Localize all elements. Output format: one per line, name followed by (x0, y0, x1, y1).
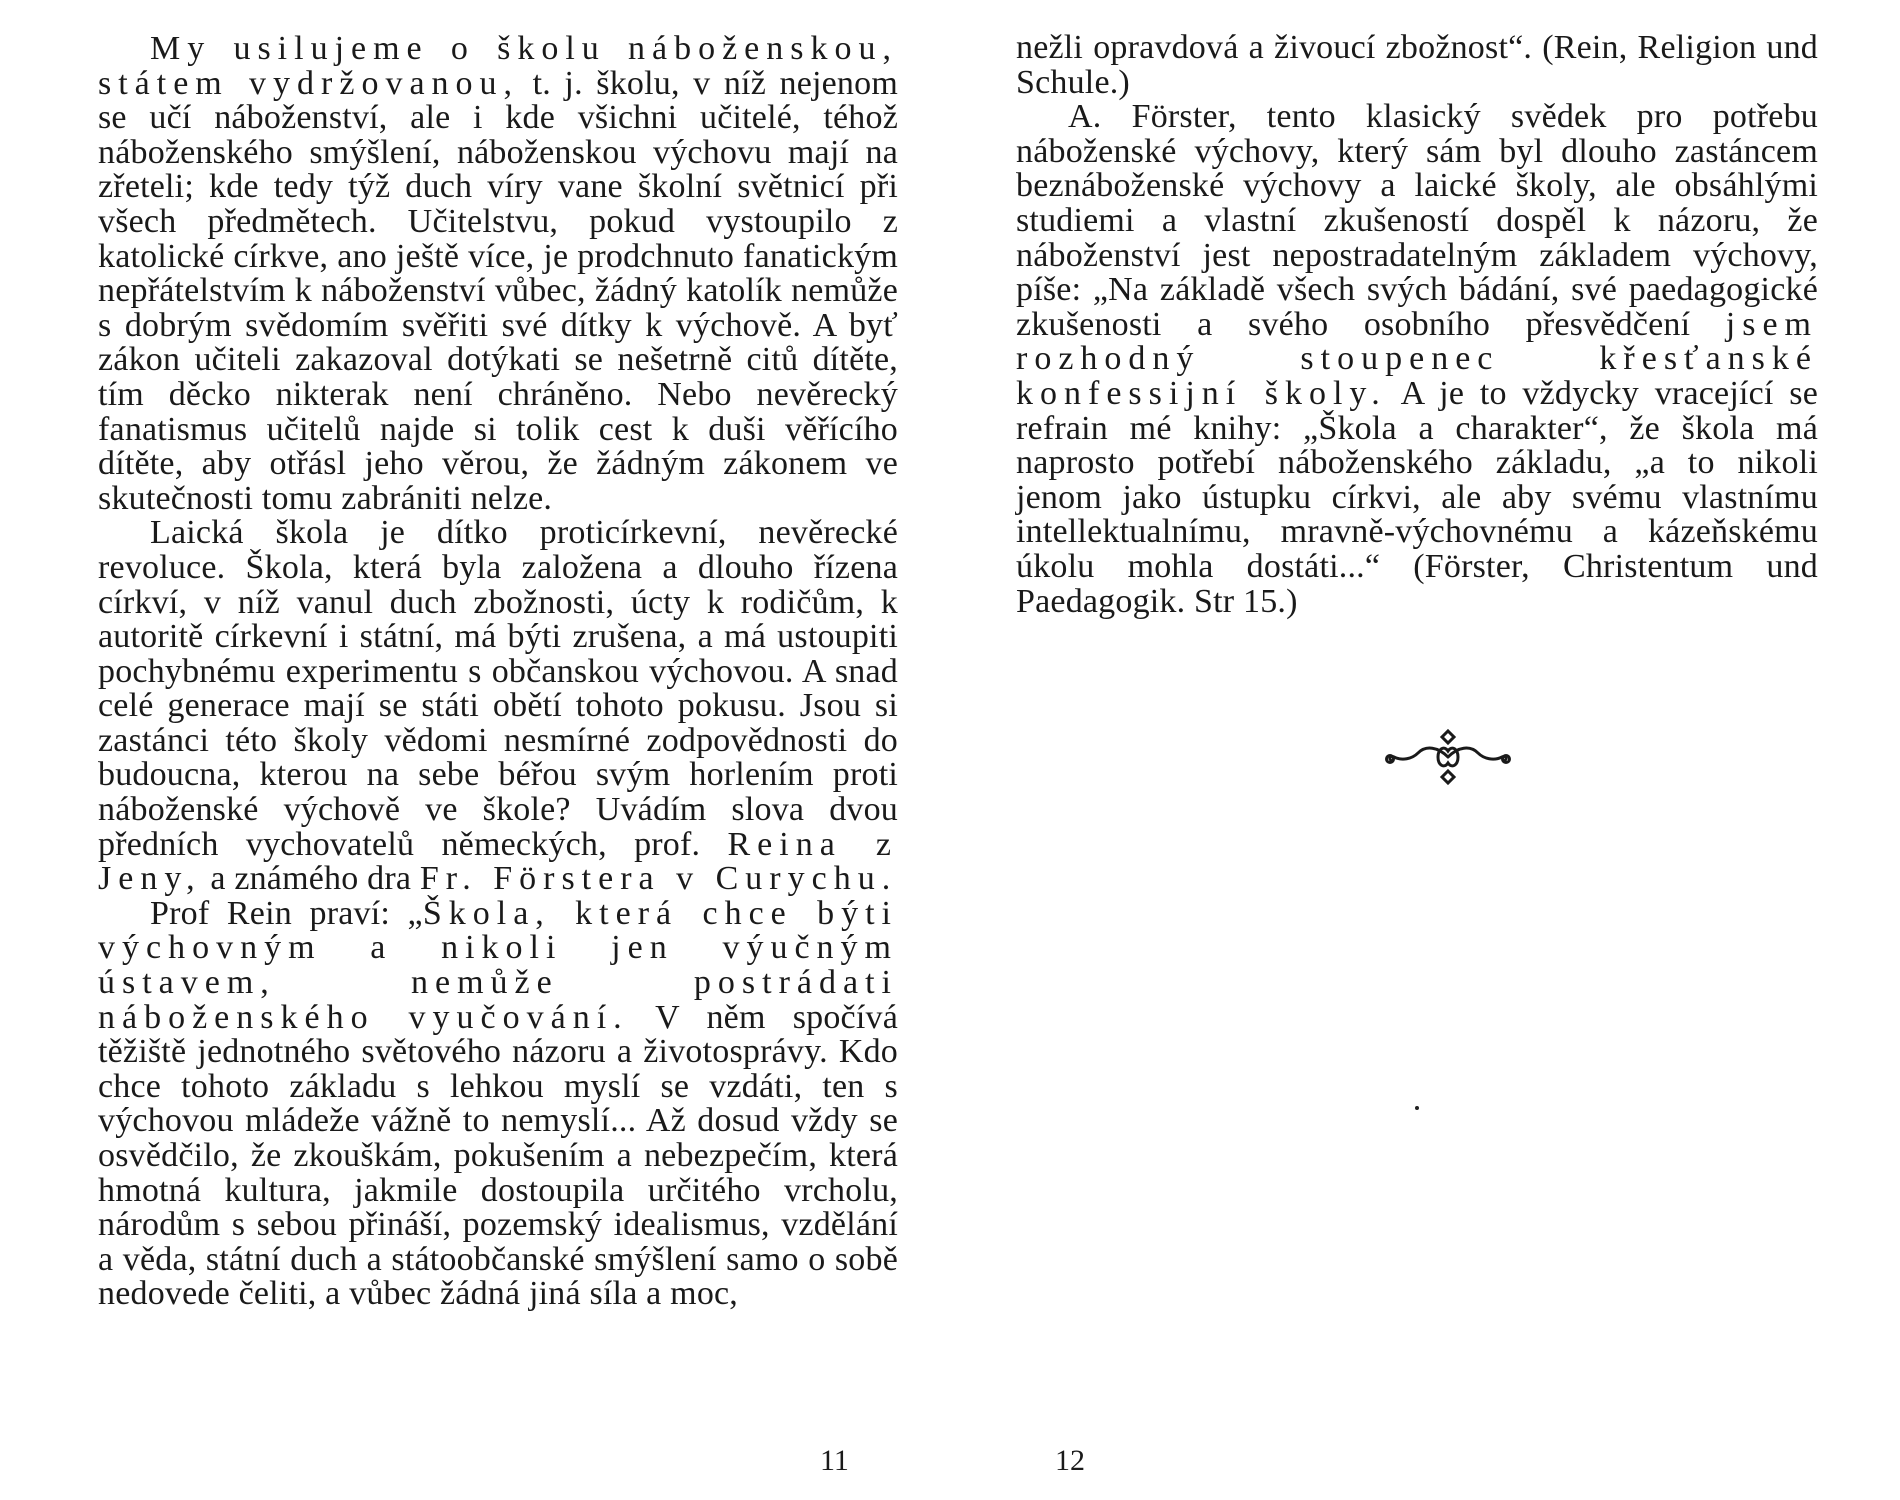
paragraph-continued (1016, 31, 1818, 100)
right-page (950, 0, 1900, 1500)
paragraph-text: nežli opravdová a živoucí zbožnost“. (Rein, Religion und Schule.) (1016, 29, 1818, 101)
paragraph-text: a známého dra (201, 860, 412, 898)
paragraph-text: Laická škola je dítko proticírkevní, nevěrecké revoluce. Škola, která byla založena a dlouho řízena církví, v níž vanul duch zbožnosti, úcty k rodičům, k autoritě církevní i státní, má býti zrušena, a má ustoupiti pochybnému experimentu s občanskou výchovou. A snad celé generace mají se státi obětí tohoto pokusu. Jsou si zastánci této školy vědomi nesmírné zodpovědnosti do budoucna, kterou na sebe béřou svým horlením proti náboženské výchově ve škole? Uvádím slova dvou předních vychovatelů německých, prof. (98, 514, 898, 863)
page-number: 11 (820, 1444, 849, 1477)
paragraph-2 (98, 516, 898, 897)
left-page-text (98, 32, 898, 1312)
paragraph-3 (98, 894, 899, 1313)
spaced-emphasis: Fr. Förstera v Curychu. (419, 860, 898, 898)
spaced-emphasis: My usilujeme o školu náboženskou, státem vydržovanou, (98, 30, 898, 102)
spaced-emphasis: Reina z Jeny, (98, 825, 898, 898)
right-page-text (1016, 31, 1818, 619)
paragraph-1 (98, 32, 898, 516)
paragraph-text: A je to vždycky vracející se refrain mé knihy: „Škola a charakter“, že škola má naprosto potřebí náboženského základu, „a to nikoli jenom jako ústupku církvi, ale aby svému vlastnímu intellektualnímu, mravně-výchovnému a kázeňskému úkolu mohla dostáti...“ (Förster, Christentum und Paedagogik. Str 15.) (1016, 374, 1818, 620)
stray-dot (1415, 1106, 1419, 1110)
page-number: 12 (1055, 1444, 1085, 1477)
floral-ornament-icon (1380, 727, 1516, 787)
paragraph-text: A. Förster, tento klasický svědek pro potřebu náboženské výchovy, který sám byl dlouho zastáncem beznáboženské výchovy a laické školy, ale obsáhlými studiemi a vlastní zkušeností dospěl k názoru, že náboženství jest nepostradatelným základem výchovy, píše: „Na základě všech svých bádání, své paedagogické zkušenosti a svého osobního přesvědčení (1016, 98, 1818, 343)
paragraph-text: Prof Rein praví: „ (150, 894, 423, 932)
paragraph-forster (1016, 100, 1818, 619)
spaced-emphasis: Škola, která chce býti výchovným a nikoli jen výučným ústavem, nemůže postrádati náboženského vyučování. (98, 894, 899, 1036)
paragraph-text: V něm spočívá těžiště jednotného světového názoru a životosprávy. Kdo chce tohoto základu s lehkou myslí se vzdáti, ten s výchovou mládeže vážně to nemyslí... Až dosud vždy se osvědčilo, že zkouškám, pokušením a nebezpečím, která hmotná kultura, jakmile dostoupila určitého vrcholu, národům s sebou přináší, pozemský idealismus, vzdělání a věda, státní duch a státoobčanské smýšlení samo o sobě nedovede čeliti, a vůbec žádná jiná síla a moc, (98, 998, 898, 1313)
spaced-emphasis: jsem rozhodný stoupenec křesťanské konfessijní školy. (1016, 305, 1818, 412)
paragraph-text: t. j. školu, v níž nejenom se učí náboženství, ale i kde všichni učitelé, téhož náboženského smýšlení, náboženskou výchovu mají na zřeteli; kde tedy týž duch víry vane školní světnicí při všech předmětech. Učitelstvu, pokud vystoupilo z katolické církve, ano ještě více, je prodchnuto fanatickým nepřátelstvím k náboženství vůbec, žádný katolík nemůže s dobrým svědomím svěřiti své dítky k výchově. A byť zákon učiteli zakazoval dotýkati se nešetrně citů dítěte, tím děcko nikterak není chráněno. Nebo nevěrecký fanatismus učitelů najde si tolik cest k duši věřícího dítěte, aby otřásl jeho věrou, že žádným zákonem ve skutečnosti tomu zabrániti nelze. (98, 64, 898, 517)
